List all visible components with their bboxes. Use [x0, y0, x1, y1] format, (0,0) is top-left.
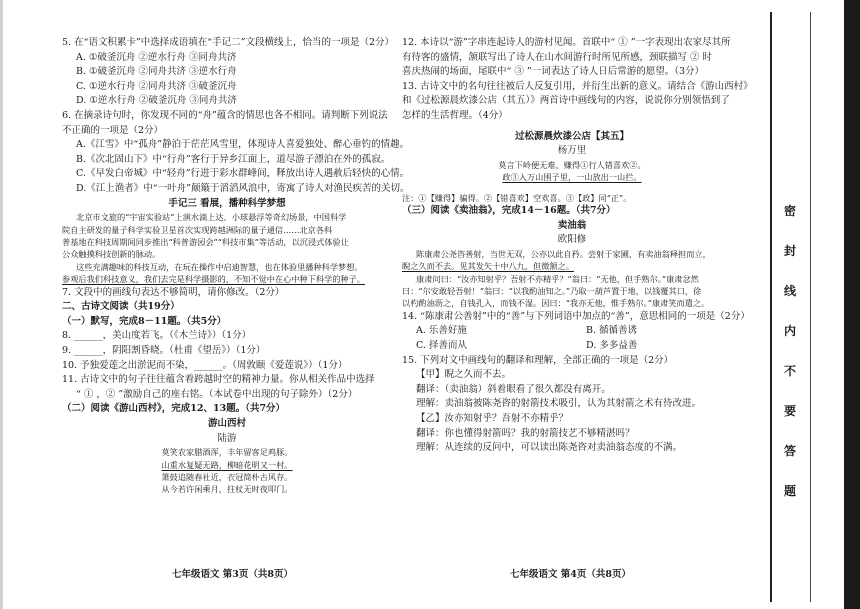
- q15-jia-understanding: 理解：卖油翁被陈尧咨的射箭技术吸引，认为其射箭之术有待改进。: [416, 398, 702, 410]
- scan-left-edge: [0, 0, 3, 609]
- q15-jia-sentence: 【甲】睨之久而不去。: [416, 369, 512, 381]
- q5-option-a: A. ①破釜沉舟 ②逆水行舟 ③同舟共济: [76, 51, 237, 63]
- q7: 7. 文段中的画线句表达不够简明，请你修改。（2分）: [62, 286, 285, 298]
- q14-option-d: D. 多多益善: [586, 339, 638, 351]
- poem2-author: 杨万里: [557, 145, 587, 157]
- page-4-footer: 七年级语文 第4页（共8页）: [510, 569, 632, 580]
- q14-stem: 14. “陈康肃公善射”中的“善”与下列词语中加点的“善”，意思相同的一项是（2分）: [402, 310, 750, 322]
- page-4-column: [402, 36, 753, 456]
- q9: 9. ______，阴阳割昏晓。（杜甫《望岳》）（1分）: [62, 344, 266, 356]
- page-3-column: [62, 36, 410, 496]
- q6-stem-1: 6. 在摘录诗句时，你发现不同的“舟”蕴含的情思也各不相同。请判断下列说法: [62, 109, 388, 121]
- q6-option-a: A.《江雪》中“孤舟”静泊于茫茫风雪里，体现诗人喜爱独处、醉心垂钓的情趣。: [76, 139, 410, 151]
- strip-border-line: [810, 12, 811, 602]
- section-2-heading: 二、古诗文阅读（共19分）: [62, 301, 180, 313]
- scan-right-edge: [844, 0, 860, 609]
- q13-line-1: 13. 古诗文中的名句往往被后人反复引用，并衍生出新的意义。请结合《游山西村》: [402, 80, 753, 92]
- essay-line-3: 康肃问曰：“汝亦知射乎？吾射不亦精乎？”翁曰：“无他，但手熟尔。”康肃忿然: [416, 273, 699, 284]
- q13-line-3: 怎样的生活哲理。（4分）: [402, 109, 508, 121]
- essay-line-1: 陈康肃公尧咨善射，当世无双，公亦以此自矜。尝射于家圃，有卖油翁释担而立，: [416, 248, 711, 259]
- q6-option-d: D.《江上渔者》中“一叶舟”颠簸于滔滔风浪中，寄寓了诗人对渔民疾苦的关切。: [76, 182, 410, 194]
- strip-char-8: 题: [784, 484, 797, 498]
- q14-option-c: C. 择善而从: [416, 339, 467, 351]
- q8: 8. ______，美山度若飞。（《木兰诗》）（1分）: [62, 330, 252, 342]
- strip-char-2: 封: [784, 244, 797, 258]
- strip-char-7: 答: [784, 444, 797, 458]
- notes3-line-5: 这些充满趣味的科技互动，在玩在操作中启迪智慧，也在体验里播种科学梦想。: [76, 261, 363, 272]
- sealing-line-strip: [770, 12, 818, 602]
- q15-stem: 15. 下列对文中画线句的翻译和理解，全部正确的一项是（2分）: [402, 354, 674, 366]
- strip-char-5: 不: [784, 364, 797, 378]
- q12-line-1: 12. 本诗以“游”字串连起诗人的游村见闻。首联中“ ① ”一字表现出农家尽其所: [402, 37, 731, 48]
- q12-line-2: 有待客的盛情，颔联写出了诗人在山水间游行时所见所感，颈联描写 ② 时: [402, 51, 713, 63]
- notes3-line-1: 北京市文旅的“宇宙实验站”上演水滴上达、小球悬浮等奇幻场景，中国科学: [76, 212, 347, 223]
- strip-char-6: 要: [784, 404, 797, 418]
- essay-line-5: 以杓酌油沥之，自钱孔入，而钱不湿。因曰：“我亦无他，惟手熟尔。”康肃笑而遣之。: [402, 298, 710, 309]
- strip-char-3: 线: [784, 284, 797, 298]
- q11-line-1: 11. 古诗文中的句子往往蕴含着跨越时空的精神力量。你从相关作品中选择: [62, 374, 375, 386]
- notes3-line-3: 普基地在科技周期间同步推出“科普游园会”“科技市集”等活动，以沉浸式体验让: [62, 236, 349, 247]
- strip-char-1: 密: [784, 204, 797, 218]
- q14-option-a: A. 乐善好施: [416, 325, 467, 337]
- q15-yi-sentence: 【乙】汝亦知射乎？吾射不亦精乎？: [416, 412, 569, 424]
- poem2-annotation: 注：①【赚得】骗得。②【错喜欢】空欢喜。③【政】同“正”。: [402, 192, 632, 203]
- essay-author: 欧阳修: [557, 234, 587, 246]
- q12-line-3: 喜庆热闹的场面，尾联中“ ③ ”一词表达了诗人日后常游的愿望。（3分）: [402, 66, 705, 78]
- essay-line-2-underlined: 睨之久而不去。见其发矢十中八九，但微颔之。: [402, 261, 574, 272]
- q14-options-row-1: [402, 324, 742, 339]
- poem-line-3: 箫鼓追随春社近，衣冠简朴古风存。: [161, 471, 293, 482]
- q14-option-b: B. 循循善诱: [586, 325, 638, 337]
- poem-author: 陆游: [217, 432, 237, 444]
- q10: 10. 予独爱莲之出淤泥而不染，______。（周敦颐《爱莲说》）（1分）: [62, 359, 348, 371]
- essay-line-4: 曰：“尔安敢轻吾射！”翁曰：“以我酌油知之。”乃取一葫芦置于地，以钱覆其口，徐: [402, 285, 702, 296]
- q6-stem-2: 不正确的一项是（2分）: [62, 124, 164, 136]
- subsection-2-heading: （二）阅读《游山西村》，完成12、13题。（共7分）: [62, 403, 286, 415]
- poem2-title: 过松源晨炊漆公店【其五】: [514, 130, 629, 142]
- poem-line-1: 莫笑农家腊酒浑，丰年留客足鸡豚。: [161, 447, 293, 458]
- subsection-3-heading: （三）阅读《卖油翁》，完成14－16题。（共7分）: [402, 204, 616, 216]
- q5-option-c: C. ①逆水行舟 ②同舟共济 ③破釜沉舟: [76, 80, 237, 92]
- q5-option-b: B. ①破釜沉舟 ②同舟共济 ③逆水行舟: [76, 66, 237, 78]
- notes3-line-4: 公众触摸科技创新的脉动。: [62, 249, 161, 260]
- q13-line-2: 和《过松源晨炊漆公店（其五）》两首诗中画线句的内容，说说你分别领悟到了: [402, 95, 730, 107]
- strip-char-4: 内: [784, 324, 797, 338]
- q15-jia-translation: 翻译：（卖油翁）斜着眼看了很久都没有离开。: [416, 383, 611, 395]
- poem2-line-1: 莫言下岭便无难，赚得①行人错喜欢②。: [498, 159, 646, 170]
- sealing-line: [770, 12, 772, 602]
- notes3-underlined-sentence: 参观后我们科技意义，我们去完是科学摄影的，不知不觉中在心中种下科学的种子。: [62, 274, 365, 285]
- q6-option-c: C.《早发白帝城》中“轻舟”行进于彩水群峰间，释放出诗人遇赦后轻快的心情。: [76, 168, 410, 180]
- q5-option-d: D. ①逆水行舟 ②破釜沉舟 ③同舟共济: [76, 95, 237, 107]
- q5-stem: 5. 在“语文积累卡”中选择成语填在“手记二”文段横线上，恰当的一项是（2分）: [62, 37, 395, 48]
- poem2-line-2-underlined: 政③入万山围子里，一山放出一山拦。: [502, 172, 642, 183]
- essay-title: 卖油翁: [557, 219, 587, 231]
- q6-option-b: B.《次北固山下》中“行舟”客行于异乡江面上，道尽游子漂泊在外的孤寂。: [76, 153, 391, 165]
- subsection-1-heading: （一）默写，完成8－11题。（共5分）: [62, 315, 227, 327]
- notes3-line-2: 院自主研发的量子科学实验卫星首次实现跨越洲际的量子通信……北京各科: [62, 224, 333, 235]
- q11-line-2: “ ① ，② ”激励自己的座右铭。（本试卷中出现的句子除外）（2分）: [76, 388, 358, 400]
- q15-yi-understanding: 理解：从连续的反问中，可以读出陈尧咨对卖油翁态度的不满。: [416, 442, 683, 454]
- poem-line-4: 从今若许闲乘月，拄杖无时夜叩门。: [161, 484, 293, 495]
- q14-options-row-2: [402, 339, 742, 354]
- q15-yi-translation: 翻译：你也懂得射箭吗？我的射箭技艺不够精湛吗？: [416, 427, 635, 439]
- page-3-footer: 七年级语文 第3页（共8页）: [172, 569, 294, 580]
- notes3-title: 手记三 看展，播种科学梦想: [168, 197, 286, 209]
- poem-title: 游山西村: [207, 417, 246, 429]
- poem-line-2-underlined: 山重水复疑无路，柳暗花明又一村。: [161, 459, 293, 470]
